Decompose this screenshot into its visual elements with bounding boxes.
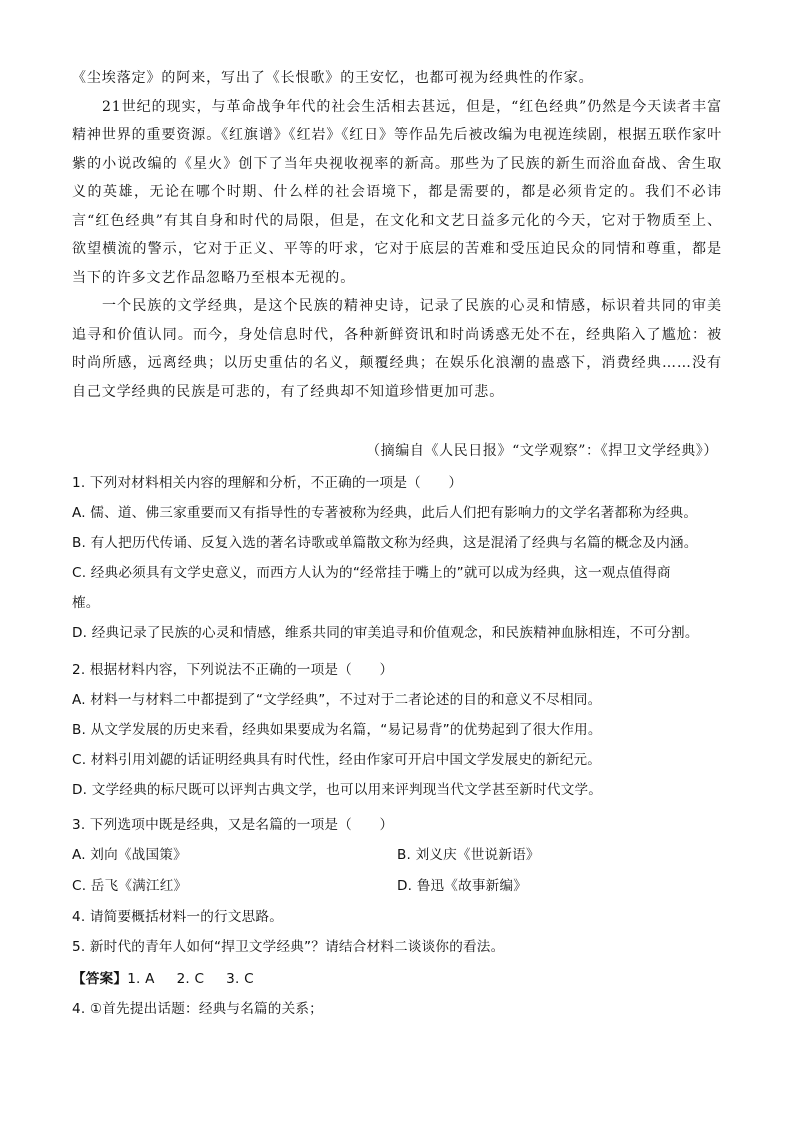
passage-paragraph-2: 21世纪的现实，与革命战争年代的社会生活相去甚远，但是，“红色经典”仍然是今天读者丰富精神世界的重要资源。《红旗谱》《红岩》《红日》等作品先后被改编为电视连续剧，根据五联作家叶紫的小说改编的《星火》创下了当年央视收视率的新高。那些为了民族的新生而浴血奋战、舍生取义的英雄，无论在哪个时期、什么样的社会语境下，都是需要的，都是必须肯定的。我们不必讳言“红色经典”有其自身和时代的局限，但是，在文化和文艺日益多元化的今天，它对于物质至上、欲望横流的警示，它对于正义、平等的吁求，它对于底层的苦难和受压迫民众的同情和尊重，都是当下的许多文艺作品忽略乃至根本无视的。 (72, 98, 722, 286)
question-3 (72, 810, 722, 902)
question-3-options-row-1 (72, 840, 722, 871)
question-3-stem: 3. 下列选项中既是经典，又是名篇的一项是（ ） (72, 817, 394, 833)
question-3-option-b: B. 刘义庆《世说新语》 (397, 847, 540, 863)
question-3-option-d: D. 鲁迅《故事新编》 (397, 878, 528, 894)
question-4-stem: 4. 请简要概括材料一的行文思路。 (72, 909, 284, 925)
question-1-option-c: C. 经典必须具有文学史意义，而西方人认为的“经常挂于嘴上的”就可以成为经典，这一观点值得商 (72, 565, 671, 581)
question-1 (72, 468, 722, 648)
question-2-option-c: C. 材料引用刘勰的话证明经典具有时代性，经由作家可开启中国文学发展史的新纪元。 (72, 752, 602, 768)
question-1-option-b: B. 有人把历代传诵、反复入选的著名诗歌或单篇散文称为经典，这是混淆了经典与名篇的概念及内涵。 (72, 535, 698, 551)
question-2-option-a: A. 材料一与材料二中都提到了“文学经典”，不过对于二者论述的目的和意义不尽相同。 (72, 692, 602, 708)
question-5-stem: 5. 新时代的青年人如何“捍卫文学经典”？请结合材料二谈谈你的看法。 (72, 939, 505, 955)
question-1-stem: 1. 下列对材料相关内容的理解和分析，不正确的一项是（ ） (72, 475, 463, 491)
question-3-option-c: C. 岳飞《满江红》 (72, 878, 188, 894)
answer-1: 1. A (127, 971, 155, 987)
question-1-option-c-continued: 榷。 (72, 595, 100, 611)
question-2-option-b: B. 从文学发展的历史来看，经典如果要成为名篇，“易记易背”的优势起到了很大作用。 (72, 722, 602, 738)
question-3-options-row-2 (72, 871, 722, 902)
question-2-option-d: D. 文学经典的标尺既可以评判古典文学，也可以用来评判现当代文学甚至新时代文学。 (72, 782, 603, 798)
questions-4-5 (72, 902, 722, 962)
answer-4: 4. ①首先提出话题：经典与名篇的关系； (72, 1001, 323, 1017)
question-2-stem: 2. 根据材料内容，下列说法不正确的一项是（ ） (72, 662, 394, 678)
question-1-option-a: A. 儒、道、佛三家重要而又有指导性的专著被称为经典，此后人们把有影响力的文学名著都称为经典。 (72, 505, 698, 521)
reading-passage (72, 64, 722, 406)
answer-label: 【答案】 (72, 971, 128, 987)
passage-source: （摘编自《人民日报》“文学观察”：《捍卫文学经典》） (366, 443, 718, 459)
answer-line (72, 964, 722, 994)
passage-paragraph-3: 一个民族的文学经典，是这个民族的精神史诗，记录了民族的心灵和情感，标识着共同的审美追寻和价值认同。而今，身处信息时代，各种新鲜资讯和时尚诱惑无处不在，经典陷入了尴尬：被时尚所感，远离经典；以历史重估的名义，颠覆经典；在娱乐化浪潮的蛊惑下，消费经典……没有自己文学经典的民族是可悲的，有了经典却不知道珍惜更加可悲。 (72, 298, 722, 400)
question-1-option-d: D. 经典记录了民族的心灵和情感，维系共同的审美追寻和价值观念，和民族精神血脉相连，不可分割。 (72, 625, 699, 641)
answer-section (72, 964, 722, 1024)
passage-paragraph-1: 《尘埃落定》的阿来，写出了《长恨歌》的王安忆，也都可视为经典性的作家。 (72, 70, 594, 86)
question-2 (72, 655, 722, 805)
question-3-option-a: A. 刘向《战国策》 (72, 847, 187, 863)
answer-3: 3. C (226, 971, 254, 987)
answer-2: 2. C (176, 971, 205, 987)
